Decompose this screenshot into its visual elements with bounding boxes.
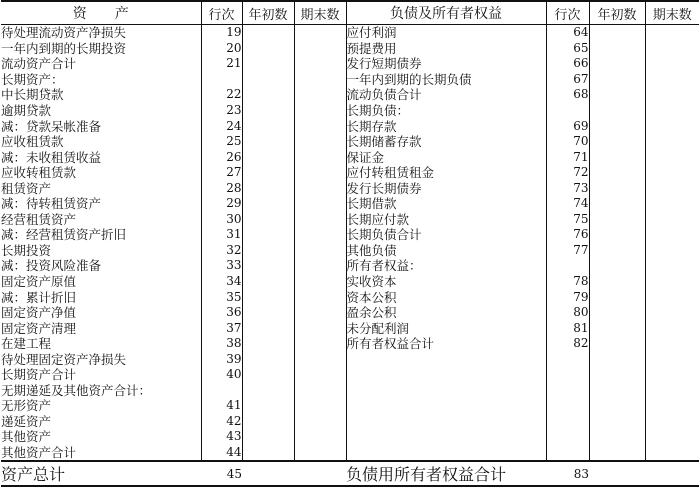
table-row: [1, 212, 699, 228]
asset-item-begin: [242, 429, 294, 445]
liability-item-begin: [589, 227, 645, 243]
asset-item-row-no: 34: [201, 274, 242, 290]
total-row: [1, 461, 699, 486]
asset-item-row-no: 21: [201, 56, 242, 72]
asset-item-begin: [242, 274, 294, 290]
asset-item-row-no: 27: [201, 165, 242, 181]
liability-item-begin: [589, 72, 645, 88]
asset-item-begin: [242, 305, 294, 321]
liability-item-begin: [589, 118, 645, 134]
liability-item-row-no: 81: [546, 320, 589, 336]
table-row: [1, 72, 699, 88]
liability-item-end: [645, 305, 699, 321]
asset-item-end: [294, 180, 346, 196]
liability-item-label: 长期负债合计: [346, 227, 546, 243]
asset-item-label: 待处理固定资产净损失: [1, 351, 127, 367]
asset-item-label: 减：未收租赁收益: [1, 149, 102, 165]
table-row: [1, 118, 699, 134]
asset-item-begin: [242, 351, 294, 367]
asset-item-begin: [242, 25, 294, 41]
liability-item-begin: [589, 196, 645, 212]
liability-item-label: 一年内到期的长期负债: [346, 72, 546, 88]
asset-item-label: 固定资产净值: [1, 305, 77, 321]
asset-item-begin: [242, 165, 294, 181]
liability-item-row-no: 79: [546, 289, 589, 305]
header-row-no: 行次: [201, 1, 242, 25]
liability-item-end: [645, 320, 699, 336]
header-end-2: 期末数: [645, 1, 699, 25]
asset-item-begin: [242, 87, 294, 103]
liability-item-row-no: 68: [546, 87, 589, 103]
asset-item-label: 无期递延及其他资产合计：: [1, 382, 152, 398]
asset-item-end: [294, 72, 346, 88]
liability-item-begin: [589, 103, 645, 119]
asset-item-end: [294, 103, 346, 119]
liability-item-end: [645, 41, 699, 57]
asset-item-row-no: 23: [201, 103, 242, 119]
table-row: [1, 25, 699, 41]
liability-item-label: 发行长期债券: [346, 180, 546, 196]
asset-item-row-no: 35: [201, 289, 242, 305]
table-row: [1, 274, 699, 290]
liability-item-row-no: 78: [546, 274, 589, 290]
liability-item-end: [645, 351, 699, 367]
table-row: [1, 41, 699, 57]
table-row: [1, 383, 699, 399]
liability-item-label: 长期负债：: [346, 103, 546, 119]
table-row: [1, 134, 699, 150]
asset-item-label: 在建工程: [1, 336, 52, 352]
asset-item-label: 租赁资产: [1, 180, 52, 196]
liability-item-begin: [589, 134, 645, 150]
liability-item-label: [346, 445, 546, 462]
asset-total-begin: [242, 461, 294, 486]
asset-item-begin: [242, 196, 294, 212]
asset-item-row-no: 43: [201, 429, 242, 445]
asset-item-begin: [242, 72, 294, 88]
asset-item-row-no: 44: [201, 445, 242, 462]
liability-item-begin: [589, 180, 645, 196]
liability-item-end: [645, 149, 699, 165]
asset-item-label: 固定资产清理: [1, 320, 77, 336]
asset-item-end: [294, 351, 346, 367]
liability-item-row-no: [546, 429, 589, 445]
liability-item-row-no: 72: [546, 165, 589, 181]
table-row: [1, 320, 699, 336]
asset-item-row-no: 40: [201, 367, 242, 383]
asset-item-label: 减：经营租赁资产折旧: [1, 227, 127, 243]
asset-item-row-no: 19: [201, 25, 242, 41]
asset-item-label: 一年内到期的长期投资: [1, 40, 127, 56]
liability-item-begin: [589, 429, 645, 445]
asset-item-row-no: 36: [201, 305, 242, 321]
liability-item-end: [645, 429, 699, 445]
liability-item-end: [645, 445, 699, 462]
liability-item-row-no: [546, 258, 589, 274]
liability-total-label: 负债用所有者权益合计: [346, 461, 546, 486]
liability-item-row-no: [546, 383, 589, 399]
liability-item-end: [645, 414, 699, 430]
asset-item-begin: [242, 227, 294, 243]
header-asset: 资 产: [1, 1, 201, 25]
asset-item-label: 中长期贷款: [1, 87, 64, 103]
asset-item-row-no: 41: [201, 398, 242, 414]
asset-item-label: 应收转租赁款: [1, 165, 77, 181]
asset-item-label: 减：待转租赁资产: [1, 196, 102, 212]
liability-item-end: [645, 134, 699, 150]
asset-item-label: 长期资产：: [1, 71, 64, 87]
liability-item-end: [645, 398, 699, 414]
liability-total-no: 83: [546, 461, 589, 486]
liability-item-label: 发行短期债券: [346, 56, 546, 72]
liability-item-begin: [589, 212, 645, 228]
liability-item-label: [346, 383, 546, 399]
liability-item-label: [346, 351, 546, 367]
liability-item-end: [645, 196, 699, 212]
liability-item-end: [645, 274, 699, 290]
asset-item-end: [294, 258, 346, 274]
liability-item-row-no: 80: [546, 305, 589, 321]
asset-item-begin: [242, 212, 294, 228]
liability-item-label: 未分配利润: [346, 320, 546, 336]
liability-item-row-no: 70: [546, 134, 589, 150]
asset-item-begin: [242, 320, 294, 336]
asset-item-label: 减：累计折旧: [1, 289, 77, 305]
asset-item-end: [294, 289, 346, 305]
asset-item-end: [294, 41, 346, 57]
asset-item-end: [294, 274, 346, 290]
liability-item-label: 盈余公积: [346, 305, 546, 321]
liability-item-row-no: 65: [546, 41, 589, 57]
asset-item-begin: [242, 367, 294, 383]
asset-item-end: [294, 367, 346, 383]
asset-item-begin: [242, 398, 294, 414]
asset-item-end: [294, 196, 346, 212]
liability-item-row-no: 69: [546, 118, 589, 134]
liability-item-row-no: 66: [546, 56, 589, 72]
liability-item-label: [346, 367, 546, 383]
liability-item-row-no: 82: [546, 336, 589, 352]
asset-item-label: 无形资产: [1, 398, 52, 414]
asset-item-row-no: 25: [201, 134, 242, 150]
header-end: 期末数: [294, 1, 346, 25]
asset-item-row-no: 30: [201, 212, 242, 228]
liability-item-begin: [589, 149, 645, 165]
header-begin-2: 年初数: [589, 1, 645, 25]
liability-total-end: [645, 461, 699, 486]
liability-item-label: 资本公积: [346, 289, 546, 305]
liability-item-begin: [589, 274, 645, 290]
liability-item-begin: [589, 320, 645, 336]
asset-item-row-no: 29: [201, 196, 242, 212]
asset-item-begin: [242, 336, 294, 352]
asset-item-label: 减：贷款呆帐准备: [1, 118, 102, 134]
asset-item-end: [294, 87, 346, 103]
table-row: [1, 149, 699, 165]
liability-item-row-no: [546, 103, 589, 119]
asset-item-row-no: 26: [201, 149, 242, 165]
liability-item-label: 其他负债: [346, 243, 546, 259]
asset-item-row-no: 22: [201, 87, 242, 103]
liability-item-row-no: [546, 367, 589, 383]
liability-item-row-no: 75: [546, 212, 589, 228]
asset-item-label: 其他资产: [1, 429, 52, 445]
liability-item-label: [346, 398, 546, 414]
asset-item-end: [294, 25, 346, 41]
liability-item-begin: [589, 87, 645, 103]
liability-item-begin: [589, 398, 645, 414]
liability-item-label: 预提费用: [346, 41, 546, 57]
asset-item-row-no: 24: [201, 118, 242, 134]
asset-item-end: [294, 56, 346, 72]
asset-item-row-no: 37: [201, 320, 242, 336]
liability-item-end: [645, 227, 699, 243]
liability-item-end: [645, 165, 699, 181]
asset-item-begin: [242, 134, 294, 150]
asset-item-end: [294, 149, 346, 165]
asset-item-begin: [242, 258, 294, 274]
asset-item-label: 长期投资: [1, 242, 52, 258]
table-row: [1, 305, 699, 321]
liability-item-end: [645, 118, 699, 134]
liability-item-end: [645, 103, 699, 119]
asset-item-begin: [242, 383, 294, 399]
table-row: [1, 336, 699, 352]
asset-item-label: 减：投资风险准备: [1, 258, 102, 274]
balance-sheet-table: [1, 0, 699, 487]
table-row: [1, 56, 699, 72]
asset-item-row-no: 33: [201, 258, 242, 274]
liability-item-end: [645, 180, 699, 196]
liability-item-end: [645, 243, 699, 259]
asset-item-row-no: 38: [201, 336, 242, 352]
asset-item-row-no: 39: [201, 351, 242, 367]
liability-item-begin: [589, 165, 645, 181]
asset-item-end: [294, 320, 346, 336]
table-row: [1, 196, 699, 212]
liability-item-label: 应付利润: [346, 25, 546, 41]
asset-item-row-no: [201, 383, 242, 399]
liability-item-begin: [589, 305, 645, 321]
asset-item-end: [294, 383, 346, 399]
liability-item-begin: [589, 351, 645, 367]
asset-item-row-no: 28: [201, 180, 242, 196]
liability-item-label: 长期存款: [346, 118, 546, 134]
liability-item-begin: [589, 25, 645, 41]
liability-item-label: 应付转租赁租金: [346, 165, 546, 181]
liability-item-begin: [589, 414, 645, 430]
liability-item-label: 所有者权益合计: [346, 336, 546, 352]
liability-item-end: [645, 72, 699, 88]
asset-item-begin: [242, 445, 294, 462]
table-row: [1, 180, 699, 196]
asset-item-begin: [242, 243, 294, 259]
liability-item-row-no: [546, 398, 589, 414]
table-row: [1, 351, 699, 367]
asset-item-label: 流动资产合计: [1, 56, 77, 72]
asset-item-begin: [242, 289, 294, 305]
liability-item-end: [645, 336, 699, 352]
table-row: [1, 367, 699, 383]
liability-item-begin: [589, 41, 645, 57]
asset-item-end: [294, 118, 346, 134]
liability-item-row-no: [546, 351, 589, 367]
liability-total-begin: [589, 461, 645, 486]
liability-item-row-no: 71: [546, 149, 589, 165]
asset-item-label: 固定资产原值: [1, 274, 77, 290]
asset-item-begin: [242, 414, 294, 430]
liability-item-end: [645, 87, 699, 103]
asset-item-end: [294, 165, 346, 181]
table-row: [1, 398, 699, 414]
liability-item-begin: [589, 445, 645, 462]
asset-item-label: 递延资产: [1, 413, 52, 429]
asset-item-begin: [242, 103, 294, 119]
asset-item-end: [294, 398, 346, 414]
asset-total-no: 45: [201, 461, 242, 486]
asset-total-end: [294, 461, 346, 486]
asset-item-end: [294, 227, 346, 243]
liability-item-begin: [589, 258, 645, 274]
liability-item-label: [346, 429, 546, 445]
asset-item-end: [294, 305, 346, 321]
liability-item-label: 所有者权益：: [346, 258, 546, 274]
table-row: [1, 165, 699, 181]
liability-item-end: [645, 258, 699, 274]
liability-item-row-no: 77: [546, 243, 589, 259]
liability-item-end: [645, 367, 699, 383]
liability-item-end: [645, 289, 699, 305]
header-liability: 负债及所有者权益: [346, 1, 546, 25]
asset-item-row-no: 32: [201, 243, 242, 259]
asset-item-row-no: 42: [201, 414, 242, 430]
asset-item-label: 经营租赁资产: [1, 211, 77, 227]
liability-item-row-no: [546, 445, 589, 462]
liability-item-label: 保证金: [346, 149, 546, 165]
liability-item-row-no: 64: [546, 25, 589, 41]
liability-item-end: [645, 212, 699, 228]
asset-item-row-no: [201, 72, 242, 88]
liability-item-end: [645, 383, 699, 399]
header-row-no-2: 行次: [546, 1, 589, 25]
asset-item-label: 待处理流动资产净损失: [1, 25, 127, 41]
liability-item-label: 长期借款: [346, 196, 546, 212]
asset-item-end: [294, 445, 346, 462]
asset-item-begin: [242, 180, 294, 196]
liability-item-begin: [589, 336, 645, 352]
asset-item-begin: [242, 149, 294, 165]
liability-item-label: 流动负债合计: [346, 87, 546, 103]
table-row: [1, 103, 699, 119]
liability-item-label: 实收资本: [346, 274, 546, 290]
asset-total-label: 资产总计: [1, 461, 201, 486]
table-row: [1, 445, 699, 462]
liability-item-begin: [589, 367, 645, 383]
asset-item-label: 应收租赁款: [1, 134, 64, 150]
liability-item-row-no: 67: [546, 72, 589, 88]
liability-item-row-no: 74: [546, 196, 589, 212]
asset-item-end: [294, 134, 346, 150]
asset-item-row-no: 20: [201, 41, 242, 57]
table-row: [1, 87, 699, 103]
table-row: [1, 429, 699, 445]
asset-item-end: [294, 212, 346, 228]
asset-item-end: [294, 414, 346, 430]
asset-item-end: [294, 243, 346, 259]
table-row: [1, 227, 699, 243]
asset-item-begin: [242, 41, 294, 57]
asset-item-label: 其他资产合计: [1, 445, 77, 461]
liability-item-begin: [589, 289, 645, 305]
liability-item-row-no: 76: [546, 227, 589, 243]
table-row: [1, 258, 699, 274]
liability-item-label: 长期储蓄存款: [346, 134, 546, 150]
table-row: [1, 243, 699, 259]
liability-item-begin: [589, 56, 645, 72]
liability-item-end: [645, 25, 699, 41]
asset-item-row-no: 31: [201, 227, 242, 243]
table-row: [1, 289, 699, 305]
liability-item-label: 长期应付款: [346, 212, 546, 228]
asset-item-label: 长期资产合计: [1, 367, 77, 383]
table-row: [1, 414, 699, 430]
asset-item-begin: [242, 118, 294, 134]
asset-item-begin: [242, 56, 294, 72]
liability-item-end: [645, 56, 699, 72]
liability-item-row-no: 73: [546, 180, 589, 196]
liability-item-row-no: [546, 414, 589, 430]
asset-item-label: 逾期贷款: [1, 103, 52, 118]
liability-item-begin: [589, 243, 645, 259]
liability-item-begin: [589, 383, 645, 399]
header-begin: 年初数: [242, 1, 294, 25]
asset-item-end: [294, 429, 346, 445]
asset-item-end: [294, 336, 346, 352]
header-row: [1, 1, 699, 25]
liability-item-label: [346, 414, 546, 430]
